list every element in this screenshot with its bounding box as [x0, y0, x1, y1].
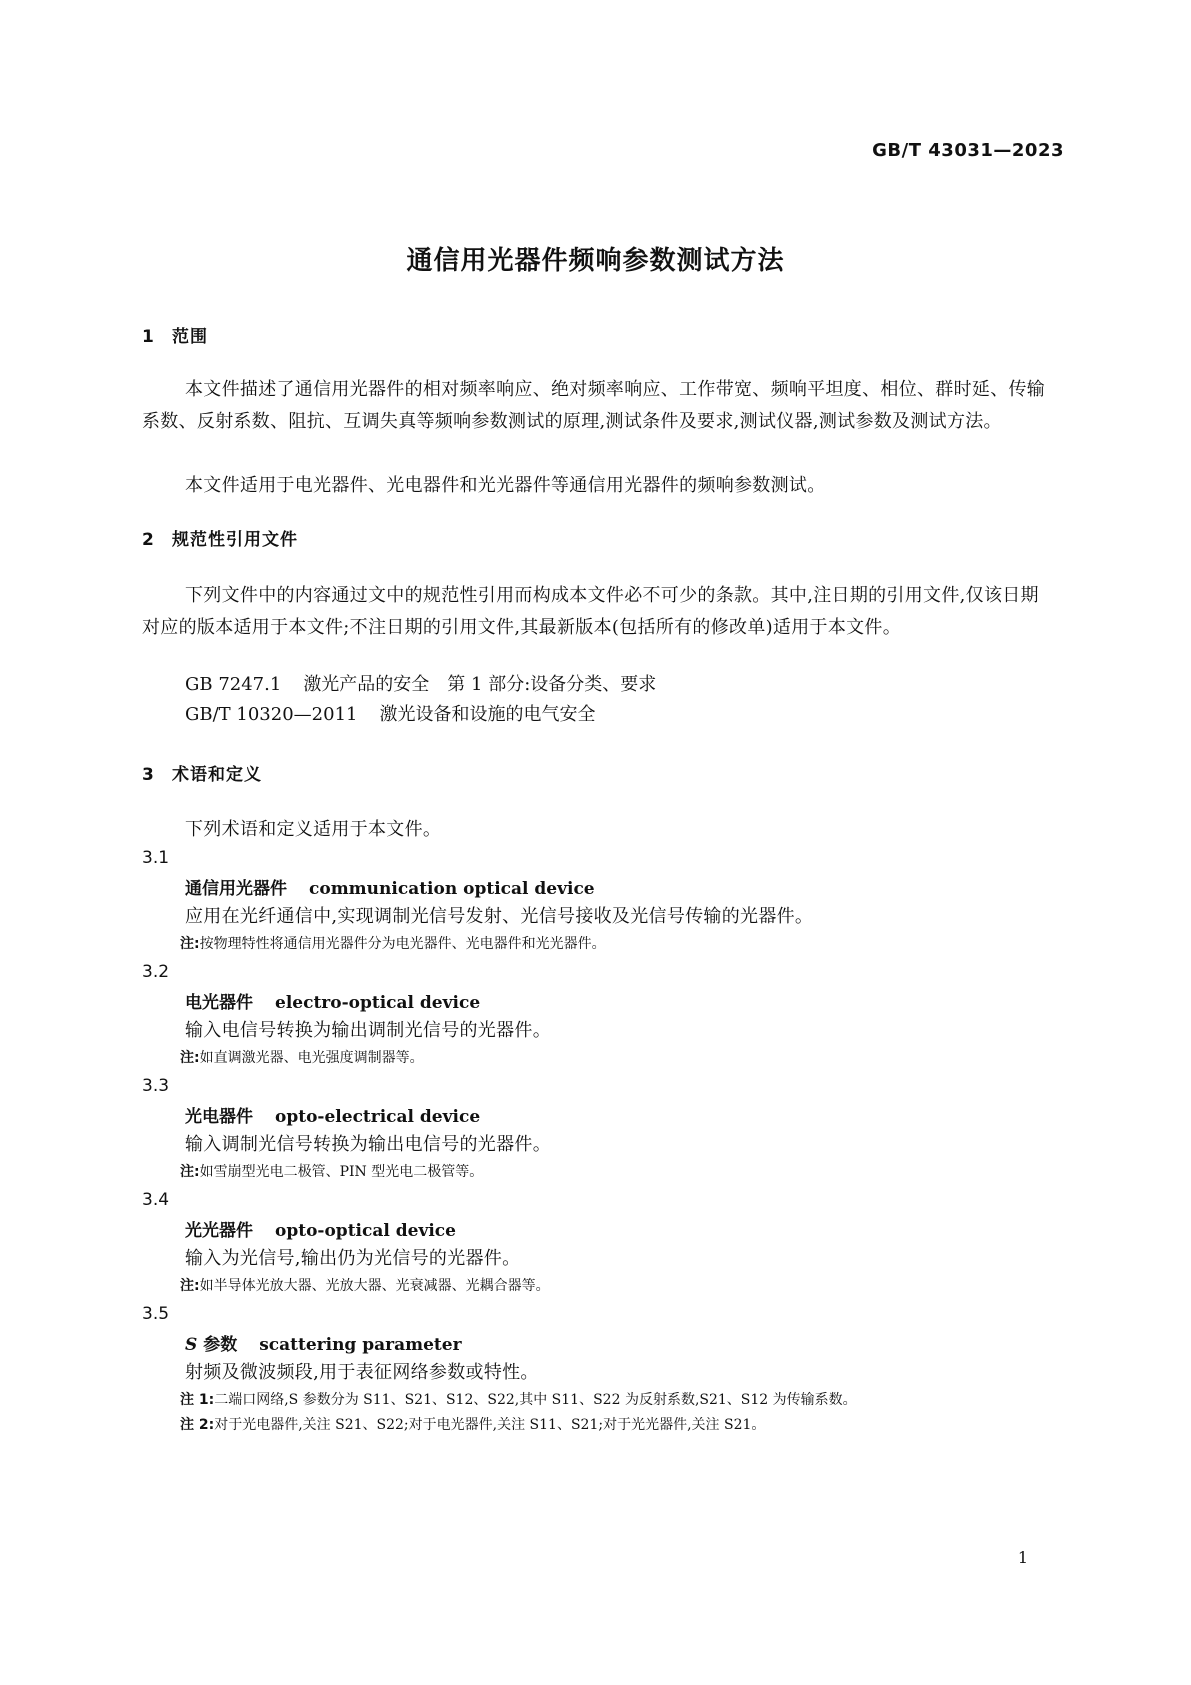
term-note [180, 1047, 424, 1067]
reference-code: GB/T 10320—2011 [185, 704, 358, 725]
note-label: 注 1: [180, 1392, 215, 1408]
term-number: 3.5 [142, 1304, 170, 1324]
term-note [180, 1414, 765, 1434]
term-heading [185, 1102, 480, 1127]
term-zh: 光光器件 [185, 1221, 253, 1241]
reference-code: GB 7247.1 [185, 674, 282, 695]
term-en: opto-optical device [275, 1221, 456, 1241]
term-note [180, 933, 606, 953]
note-text: 按物理特性将通信用光器件分为电光器件、光电器件和光光器件。 [199, 936, 606, 952]
standard-code: GB/T 43031—2023 [872, 140, 1064, 161]
scope-paragraph-2: 本文件适用于电光器件、光电器件和光光器件等通信用光器件的频响参数测试。 [185, 475, 826, 496]
scope-paragraph-1: 本文件描述了通信用光器件的相对频率响应、绝对频率响应、工作带宽、频响平坦度、相位、群时延、传输系数、反射系数、阻抗、互调失真等频响参数测试的原理,测试条件及要求,测试仪器,测试参数及测试方法。 [142, 379, 1046, 432]
term-zh: 电光器件 [185, 993, 253, 1013]
section-title: 术语和定义 [172, 765, 262, 785]
note-text: 如雪崩型光电二极管、PIN 型光电二极管等。 [199, 1164, 484, 1180]
term-definition: 输入电信号转换为输出调制光信号的光器件。 [185, 1020, 551, 1041]
page-number: 1 [1017, 1548, 1028, 1567]
term-number: 3.2 [142, 962, 170, 982]
normative-intro: 下列文件中的内容通过文中的规范性引用而构成本文件必不可少的条款。其中,注日期的引用文件,仅该日期对应的版本适用于本文件;不注日期的引用文件,其最新版本(包括所有的修改单)适用于本文件。 [142, 585, 1039, 638]
note-label: 注: [180, 1164, 200, 1180]
note-text: 二端口网络,S 参数分为 S11、S21、S12、S22,其中 S11、S22 为反射系数,S21、S12 为传输系数。 [214, 1392, 857, 1408]
term-definition: 射频及微波频段,用于表征网络参数或特性。 [185, 1362, 539, 1383]
reference-item [185, 700, 595, 726]
terms-intro: 下列术语和定义适用于本文件。 [185, 819, 442, 840]
term-en: communication optical device [309, 879, 595, 899]
term-note [180, 1161, 483, 1181]
note-label: 注: [180, 1050, 200, 1066]
document-title: 通信用光器件频响参数测试方法 [406, 246, 785, 276]
term-zh: 参数 [203, 1335, 238, 1355]
section-heading-scope [142, 322, 208, 347]
term-en: electro-optical device [275, 993, 481, 1013]
term-definition: 输入为光信号,输出仍为光信号的光器件。 [185, 1248, 521, 1269]
term-heading [185, 1216, 456, 1241]
term-number: 3.1 [142, 848, 170, 868]
note-label: 注 2: [180, 1417, 215, 1433]
term-en: opto-electrical device [275, 1107, 481, 1127]
term-heading [185, 874, 595, 899]
note-text: 如直调激光器、电光强度调制器等。 [199, 1050, 424, 1066]
section-title: 范围 [172, 327, 208, 347]
term-number: 3.3 [142, 1076, 170, 1096]
term-note [180, 1275, 550, 1295]
term-zh-prefix: S [185, 1335, 198, 1355]
term-number: 3.4 [142, 1190, 170, 1210]
term-note [180, 1389, 857, 1409]
term-zh: 光电器件 [185, 1107, 253, 1127]
term-definition: 应用在光纤通信中,实现调制光信号发射、光信号接收及光信号传输的光器件。 [185, 906, 814, 927]
reference-title: 激光设备和设施的电气安全 [379, 704, 596, 725]
section-heading-terms [142, 760, 262, 785]
section-number: 2 [142, 530, 155, 550]
section-number: 3 [142, 765, 155, 785]
note-label: 注: [180, 936, 200, 952]
note-text: 对于光电器件,关注 S21、S22;对于电光器件,关注 S11、S21;对于光光器件,关注 S21。 [214, 1417, 766, 1433]
reference-item [185, 670, 656, 696]
section-title: 规范性引用文件 [172, 530, 298, 550]
note-label: 注: [180, 1278, 200, 1294]
reference-title: 激光产品的安全 第 1 部分:设备分类、要求 [303, 674, 657, 695]
section-number: 1 [142, 327, 155, 347]
term-en: scattering parameter [259, 1335, 462, 1355]
note-text: 如半导体光放大器、光放大器、光衰减器、光耦合器等。 [199, 1278, 550, 1294]
section-heading-normative [142, 525, 298, 550]
term-heading [185, 1330, 462, 1355]
term-zh: 通信用光器件 [185, 879, 287, 899]
term-definition: 输入调制光信号转换为输出电信号的光器件。 [185, 1134, 551, 1155]
term-heading [185, 988, 480, 1013]
